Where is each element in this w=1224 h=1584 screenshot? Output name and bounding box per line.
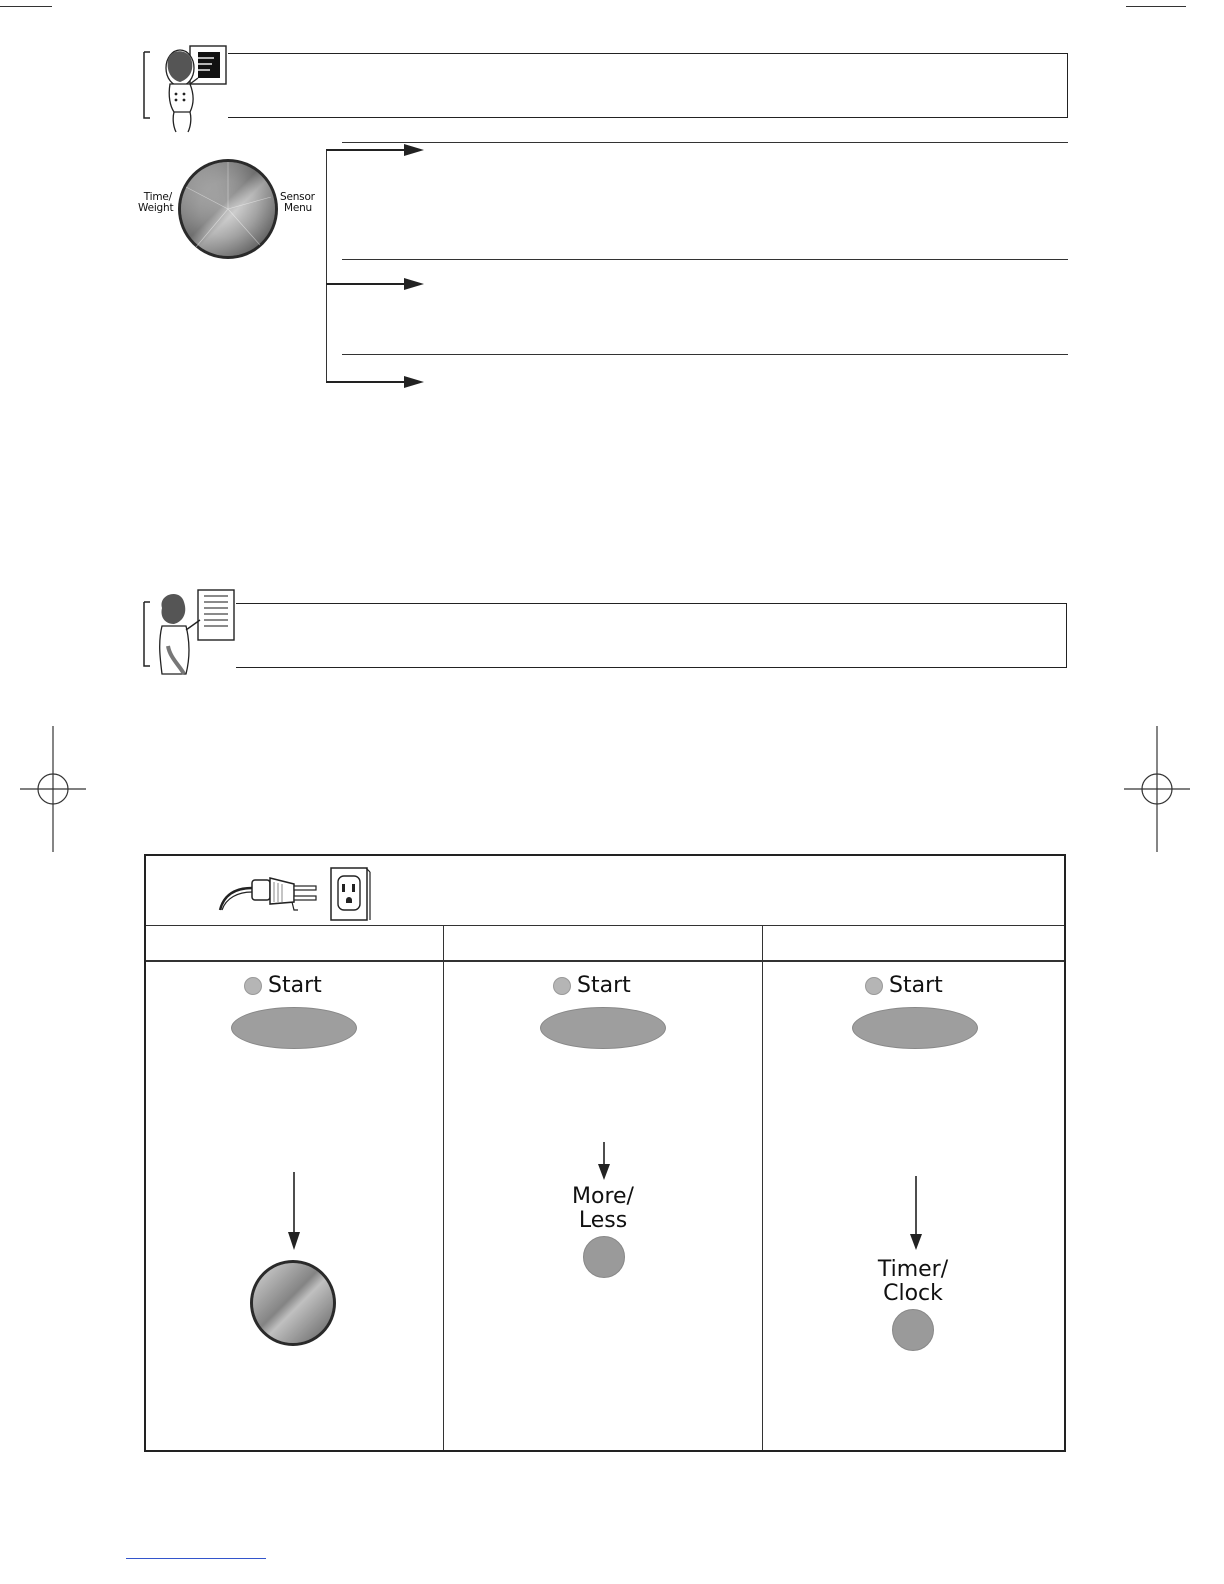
weight-label: Weight <box>138 202 174 214</box>
connector-vertical <box>326 150 327 382</box>
sensor-menu-label <box>280 191 315 214</box>
more-label: More/ <box>572 1184 634 1209</box>
section1-title-box <box>228 53 1068 118</box>
arrow-right-2 <box>326 277 426 291</box>
divider-1 <box>342 142 1068 143</box>
arrow-down <box>596 1142 612 1182</box>
start-button[interactable] <box>540 1007 666 1049</box>
less-label: Less <box>578 1208 628 1233</box>
crop-mark-top-left <box>0 6 52 7</box>
table-header-divider <box>146 925 1064 926</box>
dial-knob-icon[interactable] <box>248 1258 338 1348</box>
start-indicator-dot <box>865 977 883 995</box>
more-less-label <box>554 1185 652 1233</box>
arrow-down <box>908 1176 924 1252</box>
registration-mark-icon <box>1124 726 1190 852</box>
table-subheader-divider <box>146 960 1064 962</box>
crop-mark-top-right <box>1126 6 1186 7</box>
start-indicator-dot <box>553 977 571 995</box>
arrow-right-1 <box>326 143 426 157</box>
start-label: Start <box>889 973 943 998</box>
woman-at-control-panel-icon <box>140 586 240 678</box>
start-label: Start <box>268 973 322 998</box>
start-indicator-dot <box>244 977 262 995</box>
timer-label: Timer/ <box>877 1257 949 1282</box>
start-button[interactable] <box>231 1007 357 1049</box>
power-plug-icon <box>216 866 320 916</box>
registration-mark-icon <box>20 726 86 852</box>
time-label: Time/ <box>143 191 172 203</box>
start-label: Start <box>577 973 631 998</box>
table-col-divider-1 <box>443 926 444 1450</box>
timer-clock-button[interactable] <box>892 1309 934 1351</box>
section2-title-box <box>236 603 1067 668</box>
sensor-label: Sensor <box>280 191 315 203</box>
clock-label: Clock <box>883 1281 943 1306</box>
arrow-down <box>286 1172 302 1252</box>
divider-2 <box>342 259 1068 260</box>
more-less-button[interactable] <box>583 1236 625 1278</box>
time-weight-label <box>138 192 172 214</box>
wall-outlet-icon <box>328 866 372 922</box>
arrow-right-3 <box>326 375 426 389</box>
woman-reading-manual-icon <box>140 40 232 134</box>
footer-rule <box>126 1558 266 1559</box>
timer-clock-label <box>862 1258 964 1306</box>
table-col-divider-2 <box>762 926 763 1450</box>
divider-3 <box>342 354 1068 355</box>
start-button[interactable] <box>852 1007 978 1049</box>
dial-knob-icon[interactable] <box>176 157 280 261</box>
menu-label: Menu <box>283 202 312 214</box>
